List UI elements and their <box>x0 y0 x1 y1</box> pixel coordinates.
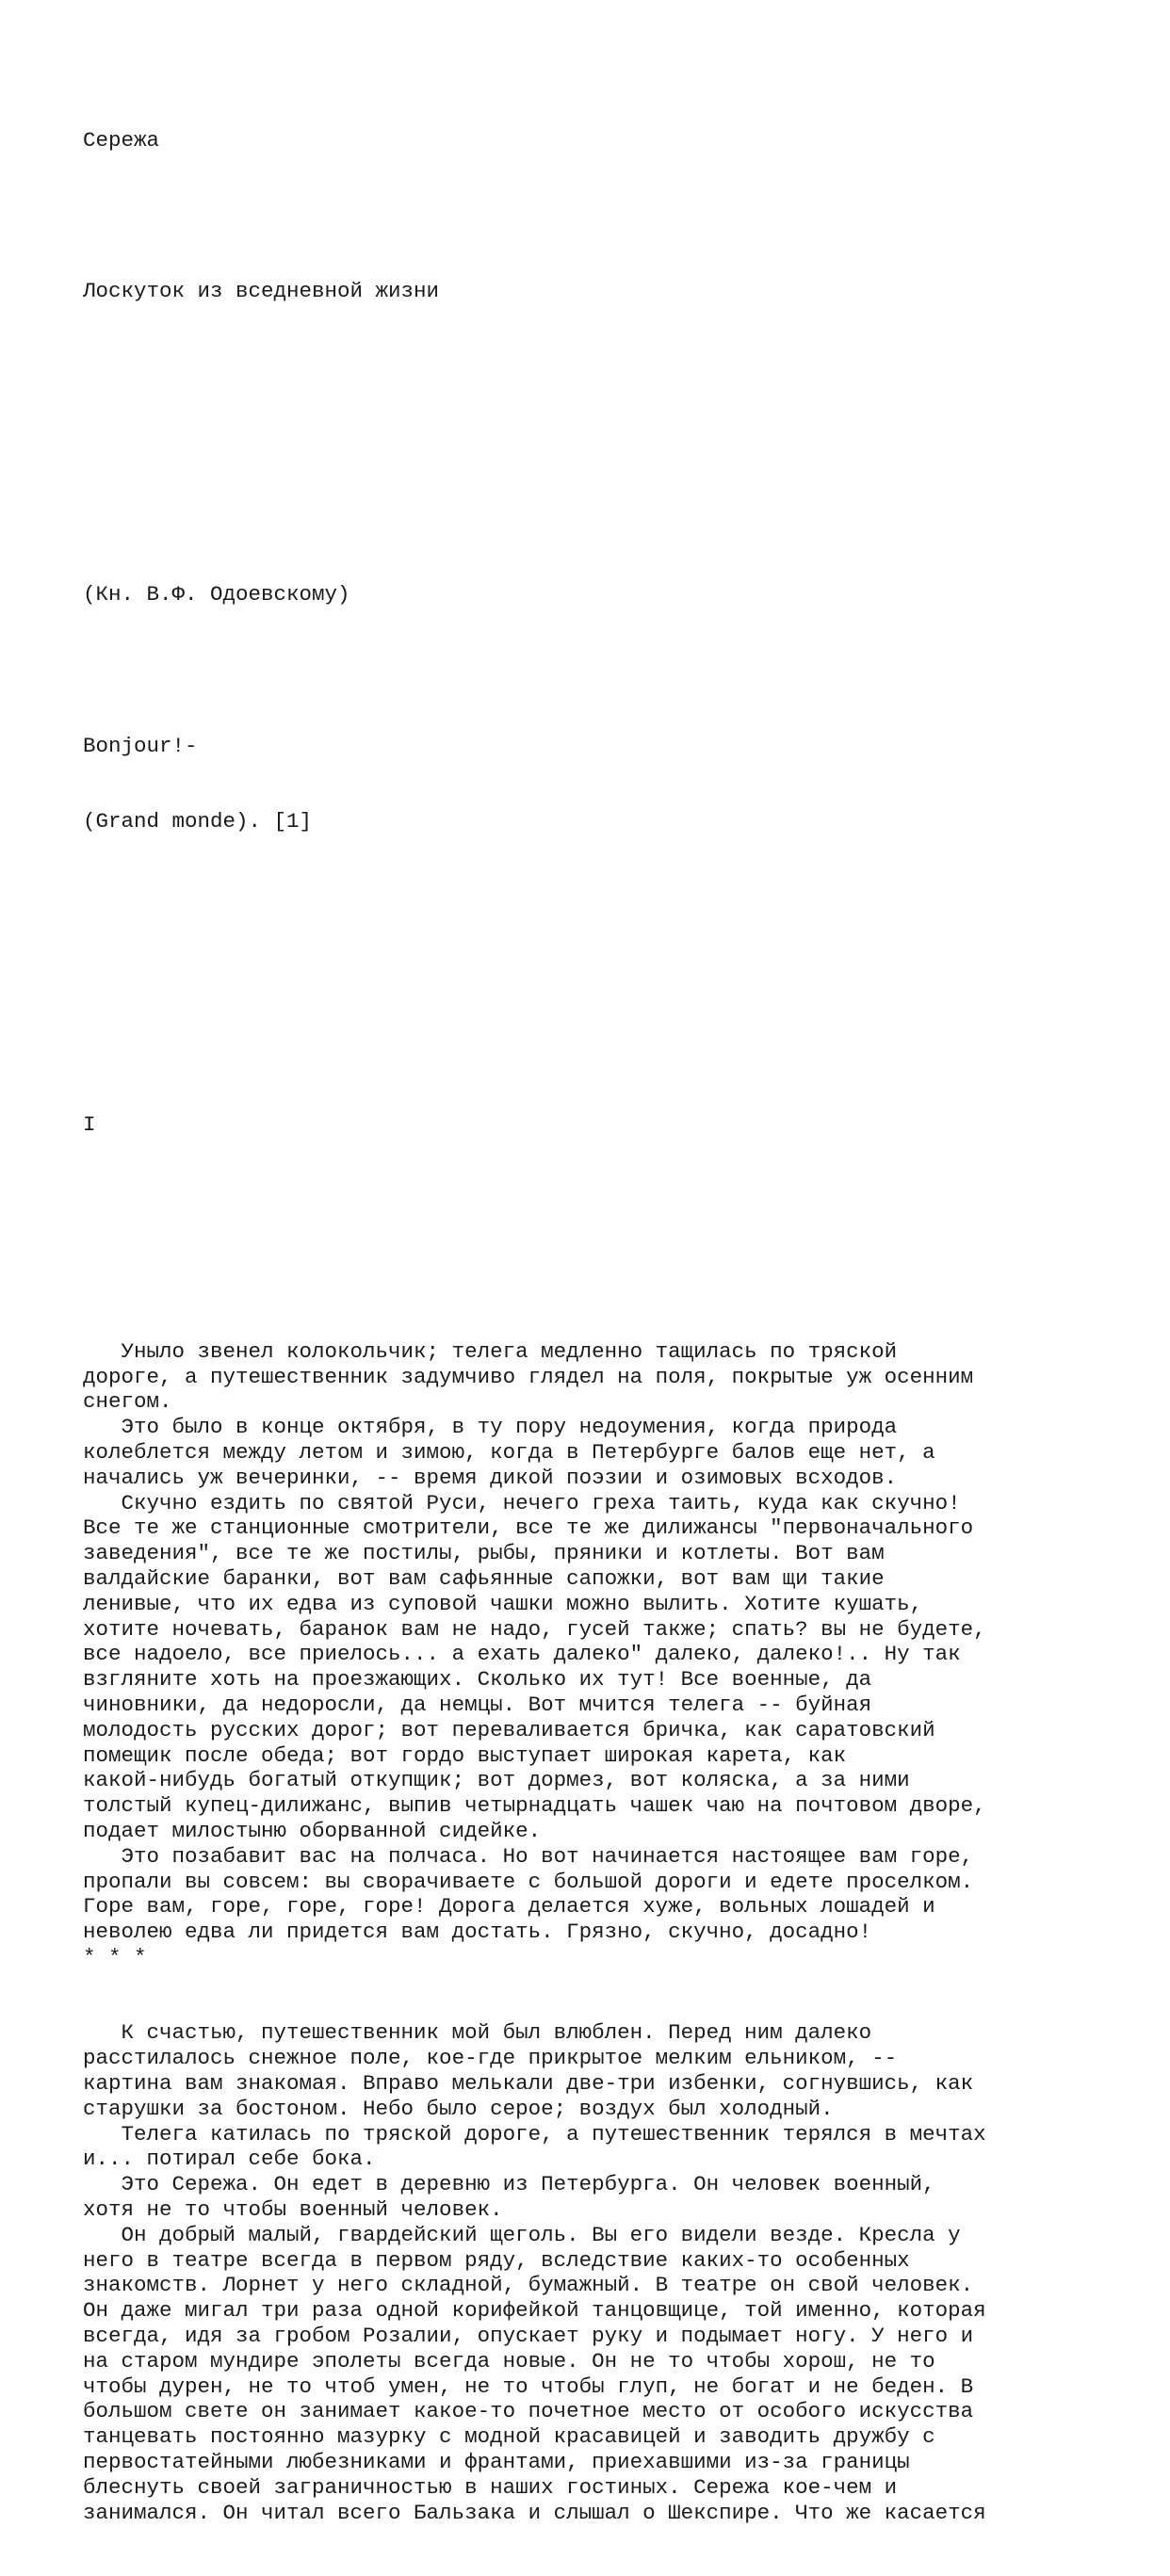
text-line: Уныло звенел колокольчик; телега медленно тащилась по тряской <box>83 1338 898 1364</box>
text-line: пропали вы совсем: вы сворачиваете с большой дороги и едете проселком. <box>83 1869 974 1894</box>
text-line: К счастью, путешественник мой был влюблен. Перед ним далеко <box>83 2020 872 2046</box>
text-line: знакомств. Лорнет у него складной, бумажный. В театре он свой человек. <box>83 2273 974 2298</box>
text-line: Горе вам, горе, горе, горе! Дорога делается хуже, вольных лошадей и <box>83 1894 935 1920</box>
text-line: Телега катилась по тряской дороге, а путешественник терялся в мечтах <box>83 2121 986 2147</box>
text-line: первостатейными любезниками и франтами, приехавшими из-за границы <box>83 2449 910 2474</box>
text-line: Это было в конце октября, в ту пору недоумения, когда природа <box>83 1415 898 1440</box>
body-text <box>83 1339 1119 2525</box>
text-line: Он даже мигал три раза одной корифейкой танцовщице, той именно, которая <box>83 2298 986 2324</box>
text-line: большом свете он занимает какое-то почетное место от особого искусства <box>83 2399 974 2424</box>
text-line: Все те же станционные смотрители, все те же дилижансы "первоначального <box>83 1515 974 1541</box>
text-line: взгляните хоть на проезжающих. Сколько их тут! Все военные, да <box>83 1667 872 1693</box>
text-line: него в театре всегда в первом ряду, вследствие каких-то особенных <box>83 2247 910 2273</box>
text-line: толстый купец-дилижанс, выпив четырнадцать чашек чаю на почтовом дворе, <box>83 1793 986 1819</box>
text-line: начались уж вечеринки, -- время дикой поэзии и озимовых всходов. <box>83 1465 898 1490</box>
text-line: картина вам знакомая. Вправо мелькали две-три избенки, согнувшись, как <box>83 2070 974 2096</box>
epigraph-source: (Grand monde). [1] <box>83 809 313 834</box>
text-line: какой-нибудь богатый откупщик; вот дормез, вот коляска, а за ними <box>83 1768 910 1793</box>
text-line: Это Сережа. Он едет в деревню из Петербурга. Он человек военный, <box>83 2172 935 2197</box>
text-line: Это позабавит вас на полчаса. Но вот начинается настоящее вам горе, <box>83 1843 974 1869</box>
text-line: ленивые, что их едва из суповой чашки можно вылить. Хотите кушать, <box>83 1591 923 1616</box>
text-line: заведения", все те же постилы, рыбы, пряники и котлеты. Вот вам <box>83 1541 885 1566</box>
blank-line <box>83 1263 1119 1288</box>
text-line: чтобы дурен, не то чтоб умен, не то чтобы глуп, не богат и не беден. В <box>83 2373 974 2399</box>
blank-line <box>83 203 1119 229</box>
text-line: подает милостыню оборванной сидейке. <box>83 1818 542 1843</box>
text-line: блеснуть своей заграничностью в наших гостиных. Сережа кое-чем и <box>83 2474 898 2500</box>
text-line: колеблется между летом и зимою, когда в Петербурге балов еще нет, а <box>83 1440 935 1466</box>
text-line: дороге, а путешественник задумчиво глядел на поля, покрытые уж осенним <box>83 1364 974 1389</box>
blank-line <box>83 355 1119 381</box>
blank-line <box>83 961 1119 986</box>
blank-line <box>83 1188 1119 1213</box>
blank-line <box>83 507 1119 532</box>
text-line: все надоело, все приелось... а ехать далеко" далеко, далеко!.. Ну так <box>83 1642 961 1667</box>
text-line: * * * <box>83 1944 147 1969</box>
text-line: хотите ночевать, баранок вам не надо, гусей также; спать? вы не будете, <box>83 1616 986 1642</box>
blank-line <box>83 885 1119 911</box>
document-title: Сережа <box>83 127 160 153</box>
text-line: Он добрый малый, гвардейский щеголь. Вы его видели везде. Кресла у <box>83 2222 961 2247</box>
blank-line <box>83 657 1119 683</box>
text-line: Скучно ездить по святой Руси, нечего греха таить, куда как скучно! <box>83 1490 961 1515</box>
text-line: занимался. Он читал всего Бальзака и слышал о Шекспире. Что же касается <box>83 2500 986 2525</box>
document-text <box>83 77 1119 2576</box>
text-line: всегда, идя за гробом Розалии, опускает руку и подымает ногу. У него и <box>83 2323 974 2348</box>
text-line: старушки за бостоном. Небо было серое; воздух был холодный. <box>83 2096 834 2121</box>
text-line: неволею едва ли придется вам достать. Грязно, скучно, досадно! <box>83 1920 872 1945</box>
text-line <box>83 1996 1119 2021</box>
text-line: и... потирал себе бока. <box>83 2147 376 2172</box>
chapter-heading: I <box>83 1111 96 1137</box>
dedication: (Кн. В.Ф. Одоевскому) <box>83 581 350 607</box>
blank-line <box>83 1036 1119 1061</box>
text-line: чиновники, да недоросли, да немцы. Вот мчится телега -- буйная <box>83 1693 872 1717</box>
epigraph-line: Bonjour!- <box>83 733 198 758</box>
blank-line <box>83 430 1119 456</box>
text-line: снегом. <box>83 1389 172 1415</box>
text-line: на старом мундире эполеты всегда новые. Он не то чтобы хорош, не то <box>83 2348 935 2373</box>
text-line <box>83 1970 1119 1996</box>
text-line: молодость русских дорог; вот переваливается бричка, как саратовский <box>83 1717 935 1742</box>
text-line: валдайские баранки, вот вам сафьянные сапожки, вот вам щи такие <box>83 1566 885 1592</box>
text-line: расстилалось снежное поле, кое-где прикрытое мелким ельником, -- <box>83 2046 898 2071</box>
text-line: хотя не то чтобы военный человек. <box>83 2196 503 2222</box>
text-line: танцевать постоянно мазурку с модной красавицей и заводить дружбу с <box>83 2424 935 2450</box>
document-subtitle: Лоскуток из вседневной жизни <box>83 279 440 304</box>
text-line: помещик после обеда; вот гордо выступает широкая карета, как <box>83 1742 847 1768</box>
